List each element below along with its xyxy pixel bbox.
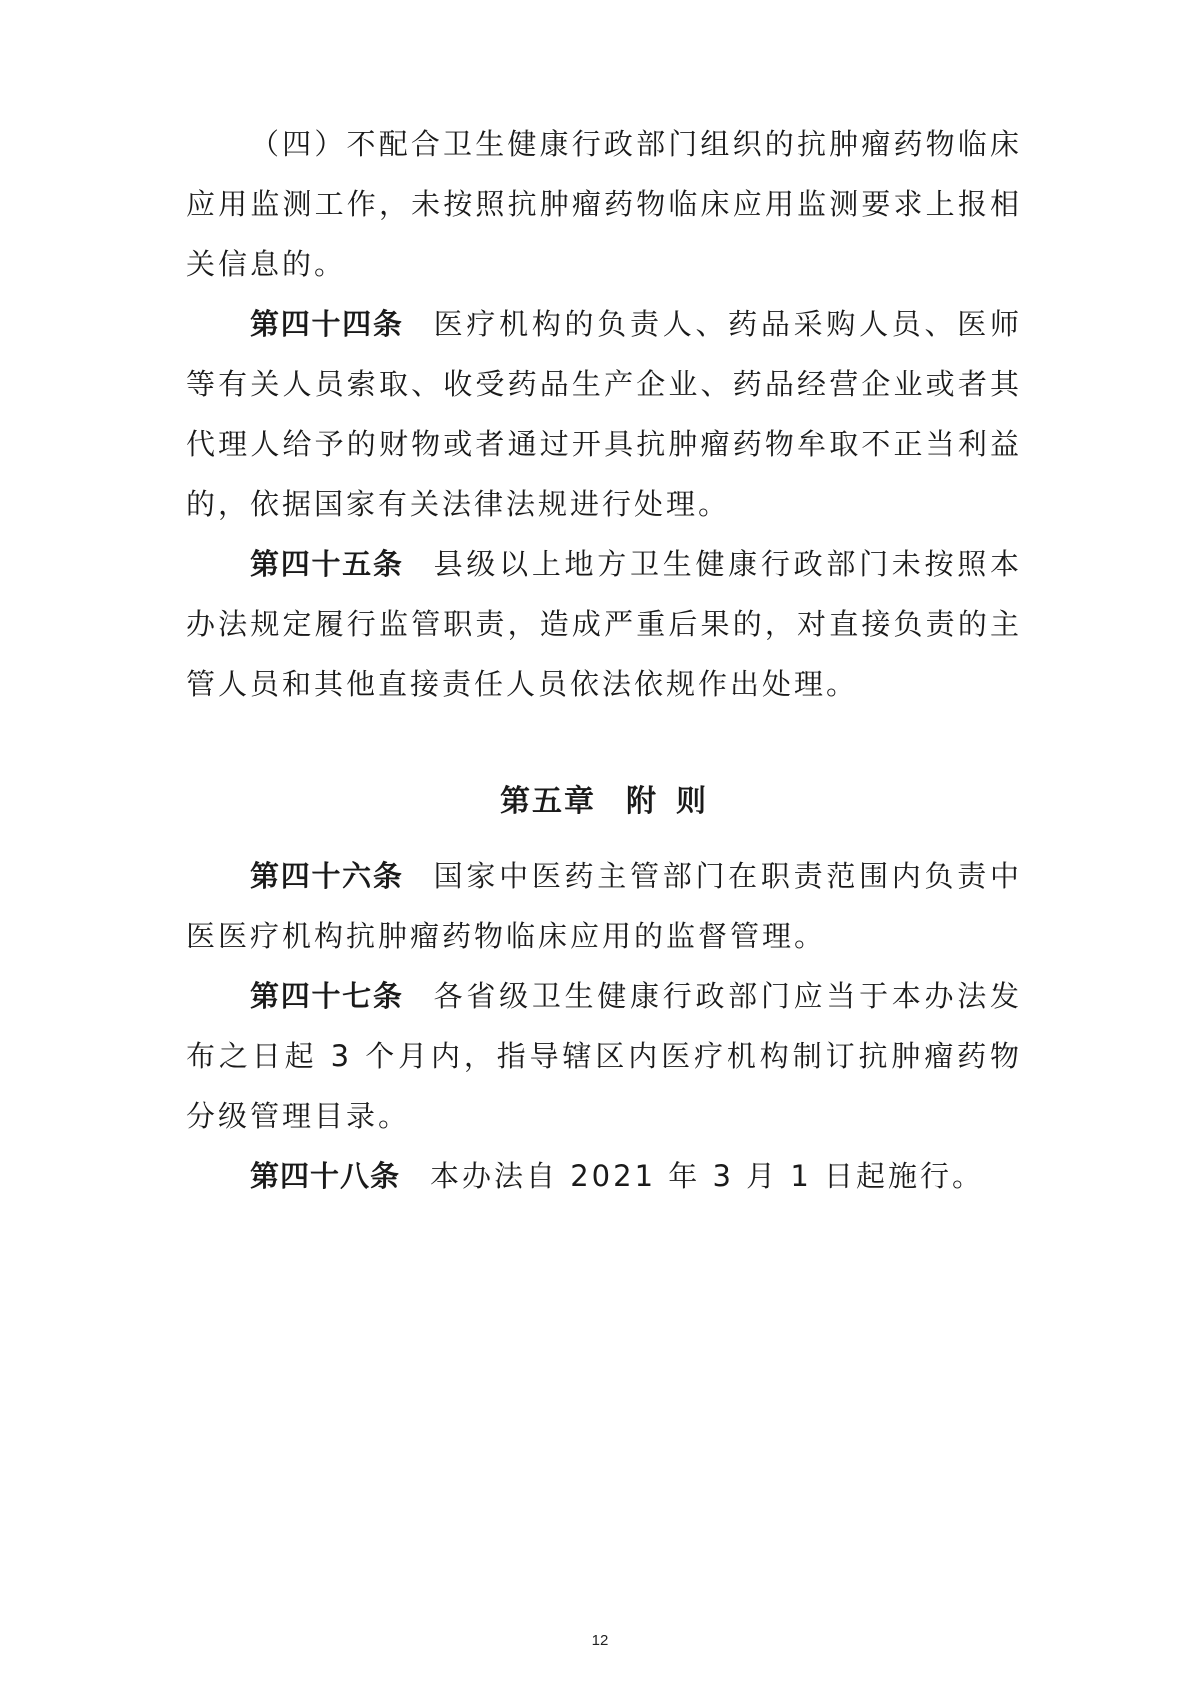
article-text: 医疗机构的负责人、药品采购人员、医师等有关人员索取、收受药品生产企业、药品经营企业或者其代理人给予的财物或者通过开具抗肿瘤药物牟取不正当利益的，依据国家有关法律法规进行处理。 — [186, 307, 1022, 521]
paragraph-item-4 — [186, 114, 1022, 294]
article-44 — [186, 294, 1022, 534]
article-47 — [186, 966, 1022, 1146]
page-number: 12 — [591, 1632, 609, 1649]
article-number: 第四十六条 — [250, 859, 404, 893]
article-45 — [186, 534, 1022, 714]
article-text: 县级以上地方卫生健康行政部门未按照本办法规定履行监管职责，造成严重后果的，对直接负责的主管人员和其他直接责任人员依法依规作出处理。 — [186, 547, 1022, 701]
document-body — [186, 114, 1022, 1206]
paragraph-text: （四）不配合卫生健康行政部门组织的抗肿瘤药物临床应用监测工作，未按照抗肿瘤药物临床应用监测要求上报相关信息的。 — [186, 127, 1022, 281]
article-number: 第四十五条 — [250, 547, 404, 581]
article-number: 第四十八条 — [250, 1159, 401, 1193]
article-text: 国家中医药主管部门在职责范围内负责中医医疗机构抗肿瘤药物临床应用的监督管理。 — [186, 859, 1022, 953]
article-text: 各省级卫生健康行政部门应当于本办法发布之日起 3 个月内，指导辖区内医疗机构制订抗肿瘤药物分级管理目录。 — [186, 979, 1022, 1133]
chapter-heading — [186, 772, 1022, 832]
article-number: 第四十四条 — [250, 307, 404, 341]
article-48 — [186, 1146, 1022, 1206]
chapter-title-part1: 附 — [626, 784, 658, 819]
article-number: 第四十七条 — [250, 979, 404, 1013]
chapter-number: 第五章 — [500, 784, 596, 819]
chapter-title-part2: 则 — [676, 784, 708, 819]
article-46 — [186, 846, 1022, 966]
article-text: 本办法自 2021 年 3 月 1 日起施行。 — [430, 1159, 985, 1193]
